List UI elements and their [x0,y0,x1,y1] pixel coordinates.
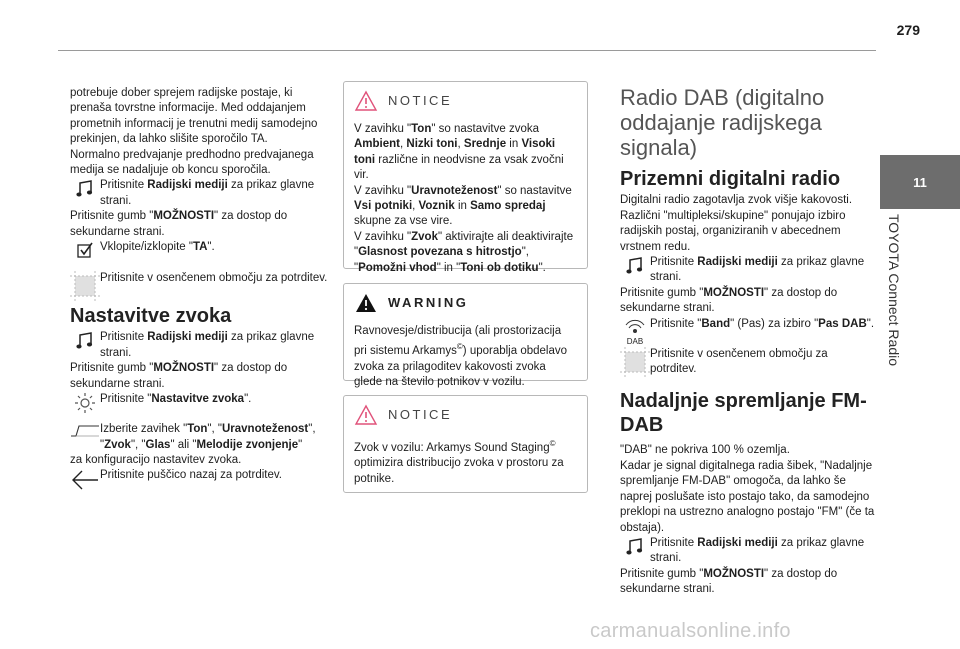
tab-icon [70,422,100,444]
checkbox-icon [70,240,100,262]
shaded-grid-icon [70,271,100,293]
music-note-icon [70,178,100,200]
shaded-grid-icon [620,347,650,377]
heading-terrestrial-digital-radio: Prizemni digitalni radio [620,168,841,190]
settings-sun-icon [70,392,100,414]
fmdab-step-radio-media: Pritisnite Radijski mediji za prikaz glavne strani. [620,536,875,567]
notice-balance-text: V zavihku "Uravnoteženost" so nastavitve Vsi potniki, Voznik in Samo spredaj skupne za vse vire. [354,184,572,228]
notice-arkamys-text: Zvok v vozilu: Arkamys Sound Staging© optimizira distribucijo zvoka v prostoru za potnike. [354,439,564,485]
warning-text: Ravnovesje/distribucija (ali prostorizacija pri sistemu Arkamys©) uporablja obdelavo zvoka za prilagoditev kakovosti zvoka glede na število potnikov v vozilu. [354,325,568,389]
warning-box [343,283,588,389]
warning-triangle-icon [354,404,378,426]
column-left [70,86,330,490]
notice-header: NOTICE [354,90,577,112]
dab-step-radio-media: Pritisnite Radijski mediji za prikaz glavne strani. [620,255,875,286]
fmdab-step-options: Pritisnite gumb "MOŽNOSTI" za dostop do sekundarne strani. [620,567,838,596]
sound-step-settings: Pritisnite "Nastavitve zvoka". [70,392,330,414]
step-options: Pritisnite gumb "MOŽNOSTI" za dostop do sekundarne strani. [70,210,288,238]
heading-sound-settings: Nastavitve zvoka [70,305,232,328]
notice-sound-text: V zavihku "Zvok" aktivirajte ali deaktivirajte "Glasnost povezana s hitrostjo", "Pomožni vhod" in "Toni ob dotiku". [354,230,574,274]
sound-step-tabs: Izberite zavihek "Ton", "Uravnoteženost", "Zvok", "Glas" ali "Melodije zvonjenje" [70,422,330,453]
dab-title: Radio DAB (digitalno oddajanje radijskega signala) [620,85,825,160]
paragraph-normal: Normalno predvajanje predhodno predvajanega medija se nadaljuje ob koncu sporočila. [70,148,314,177]
heading-fm-dab-follow: Nadaljnje spremljanje FM-DAB [620,390,867,437]
notice-box-arkamys [343,395,588,493]
chapter-title: TOYOTA Connect Radio [886,214,902,366]
dab-step-options: Pritisnite gumb "MOŽNOSTI" za dostop do sekundarne strani. [620,286,838,315]
svg-text:DAB: DAB [626,336,644,346]
watermark: carmanualsonline.info [590,620,791,642]
paragraph-dab-coverage: "DAB" ne pokriva 100 % ozemlja. [620,444,790,457]
warning-header: WARNING [354,292,577,314]
music-note-icon [70,330,100,352]
sound-step-config: za konfiguracijo nastavitev zvoka. [70,453,242,466]
column-middle [343,81,588,493]
paragraph-digital-radio: Digitalni radio zagotavlja zvok višje kakovosti. Različni "multipleksi/skupine" ponujajo izbiro radijskih postaj, organiziranih v abecednem vrstnem redu. [620,194,853,253]
page-number: 279 [896,22,920,38]
dab-step-band: DAB Pritisnite "Band" (Pas) za izbiro "Pas DAB". [620,317,875,347]
notice-box-tone [343,81,588,274]
sound-step-radio-media: Pritisnite Radijski mediji za prikaz glavne strani. [70,330,330,361]
sound-step-back: Pritisnite puščico nazaj za potrditev. [70,468,330,490]
sound-step-options: Pritisnite gumb "MOŽNOSTI" za dostop do sekundarne strani. [70,362,288,390]
warning-triangle-icon [354,90,378,112]
warning-triangle-icon [354,292,378,314]
paragraph-intro: potrebuje dober sprejem radijske postaje, ki prenaša tovrstne informacije. Med oddajanjem prometnih informacij je trenutni medij samodejno prekinjen, da lahko slišite sporočilo TA. [70,87,318,146]
column-right [620,85,875,598]
back-arrow-icon [70,468,100,490]
chapter-tab: 11 [880,155,960,209]
step-confirm: Pritisnite v osenčenem območju za potrditev. [70,271,330,293]
music-note-icon [620,536,650,558]
paragraph-fm-dab: Kadar je signal digitalnega radia šibek, "Nadaljnje spremljanje FM-DAB" omogoča, da lahko še naprej poslušate isto postajo tako, da samodejno preklopi na ustrezno analogno postajo "FM" (če ta obstaja). [620,459,875,534]
header-rule [58,50,876,51]
music-note-icon [620,255,650,277]
notice-header: NOTICE [354,404,577,426]
notice-ton-text: V zavihku "Ton" so nastavitve zvoka Ambient, Nizki toni, Srednje in Visoki toni različne in neodvisne za vsak zvočni vir. [354,123,564,182]
step-ta-toggle: Vklopite/izklopite "TA". [70,240,330,262]
dab-radio-icon [620,317,650,347]
dab-step-confirm: Pritisnite v osenčenem območju za potrditev. [620,347,875,378]
step-radio-media: Pritisnite Radijski mediji za prikaz glavne strani. [70,178,330,209]
